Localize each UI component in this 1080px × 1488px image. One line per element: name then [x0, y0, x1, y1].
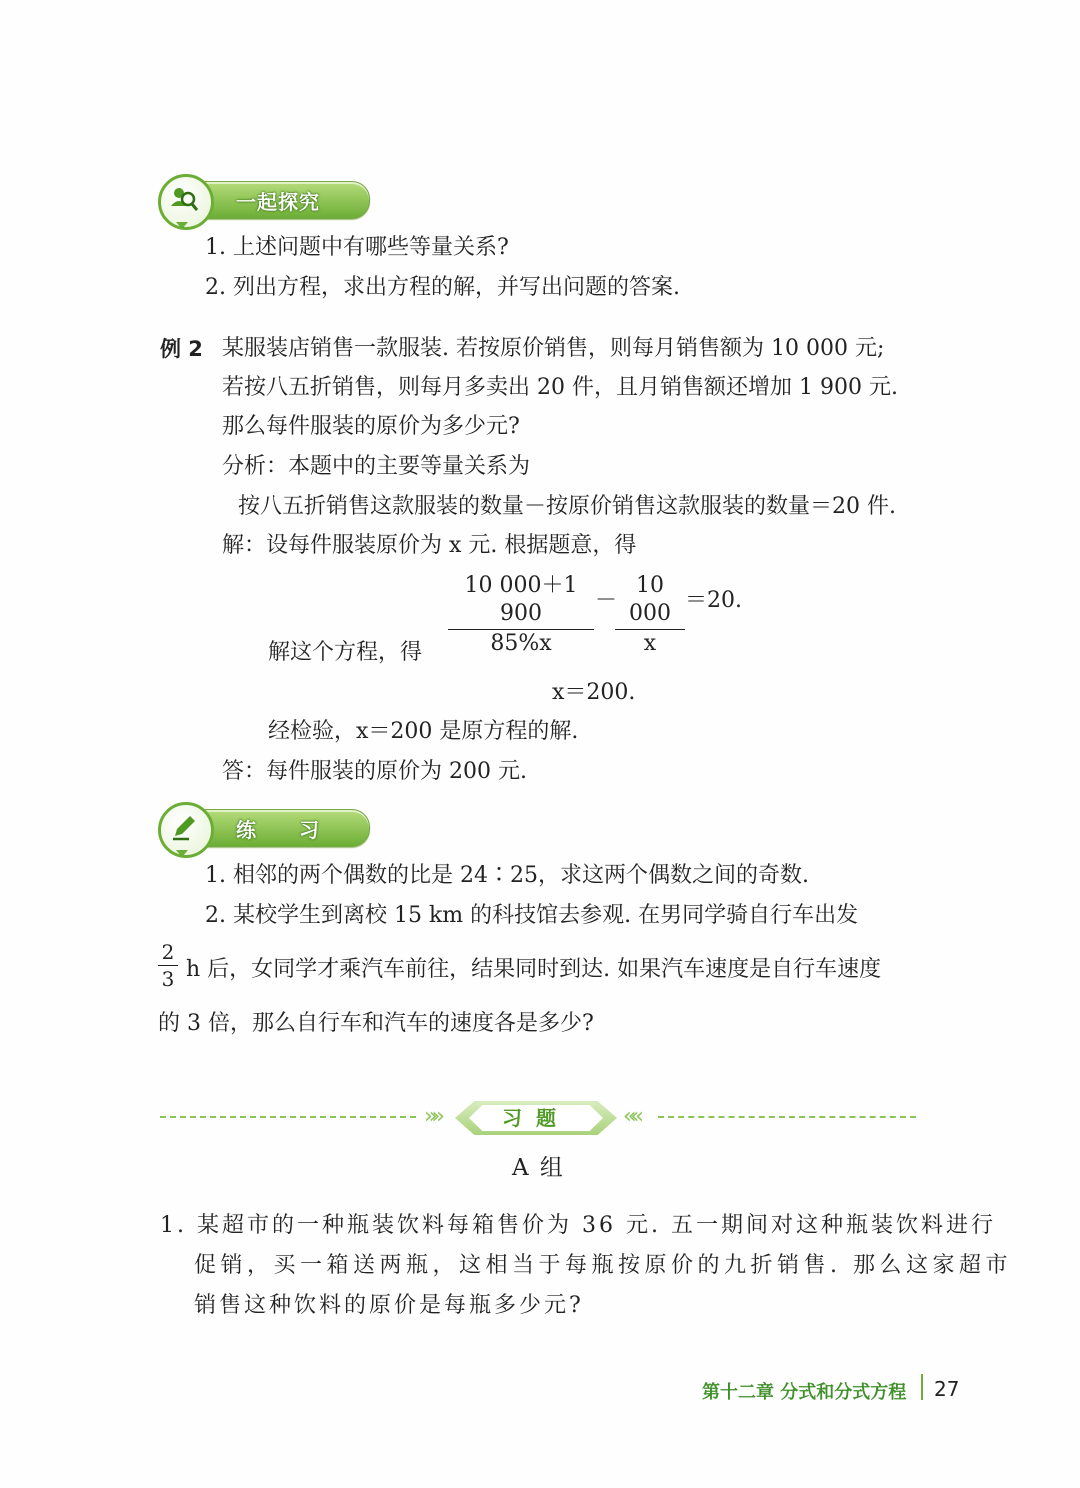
- page-number: 27: [934, 1377, 960, 1401]
- practice-item-2-line-2: h 后，女同学才乘汽车前往，结果同时到达. 如果汽车速度是自行车速度: [186, 957, 882, 982]
- explore-item-1: 1. 上述问题中有哪些等量关系?: [205, 235, 509, 260]
- example-problem-line-1: 某服装店销售一款服装. 若按原价销售，则每月销售额为 10 000 元;: [222, 336, 885, 361]
- chevrons-right-icon: »»: [424, 1104, 439, 1129]
- practice-item-2-line-3: 的 3 倍，那么自行车和汽车的速度各是多少?: [158, 1011, 594, 1036]
- equation-fraction-1: [448, 572, 594, 658]
- fraction-2-denominator: x: [643, 631, 657, 656]
- solve-result: x＝200.: [552, 680, 636, 705]
- solution-intro: 解：设每件服装原价为 x 元. 根据题意，得: [222, 533, 637, 558]
- equation-minus: －: [595, 588, 618, 613]
- example-label: 例 2: [160, 337, 203, 361]
- practice-tag-label: 练 习: [236, 818, 337, 842]
- exercise-1-line-2: 促销，买一箱送两瓶，这相当于每瓶按原价的九折销售. 那么这家超市: [194, 1253, 1012, 1278]
- practice-item-2-fraction: [158, 940, 178, 992]
- analysis-relation: 按八五折销售这款服装的数量－按原价销售这款服装的数量＝20 件.: [238, 494, 896, 519]
- footer-chapter-title: 第十二章 分式和分式方程: [702, 1382, 907, 1403]
- equation-fraction-2: [615, 572, 685, 658]
- group-label: A 组: [512, 1155, 565, 1181]
- practice-item-2-line-1: 2. 某校学生到离校 15 km 的科技馆去参观. 在男同学骑自行车出发: [205, 903, 859, 928]
- explore-item-2: 2. 列出方程，求出方程的解，并写出问题的答案.: [205, 275, 680, 300]
- footer-divider: [921, 1374, 923, 1400]
- tag-notch: [176, 222, 188, 229]
- fraction-1-numerator: 10 000＋1 900: [448, 572, 594, 630]
- divider-left: [160, 1116, 416, 1118]
- practice-item-1: 1. 相邻的两个偶数的比是 24∶25，求这两个偶数之间的奇数.: [205, 863, 809, 888]
- divider-right: [658, 1116, 916, 1118]
- exercise-banner-label: 习题: [502, 1106, 570, 1130]
- fraction-1-denominator: 85%x: [490, 631, 552, 656]
- chevrons-left-icon: ««: [623, 1104, 638, 1129]
- fraction-2-numerator: 10 000: [615, 572, 685, 630]
- explore-section-tag: [158, 178, 370, 220]
- tag-notch: [176, 850, 188, 857]
- answer-line: 答：每件服装的原价为 200 元.: [222, 759, 527, 784]
- example-problem-line-3: 那么每件服装的原价为多少元?: [222, 414, 520, 439]
- fraction-denominator: 3: [161, 967, 175, 991]
- check-line: 经检验，x＝200 是原方程的解.: [268, 719, 579, 744]
- analysis-title: 分析：本题中的主要等量关系为: [222, 454, 531, 479]
- equation-rhs: ＝20.: [685, 588, 742, 613]
- practice-section-tag: [158, 806, 370, 848]
- explore-tag-label: 一起探究: [236, 190, 320, 214]
- solve-line: 解这个方程，得: [268, 640, 423, 665]
- fraction-numerator: 2: [158, 940, 178, 966]
- exercise-1-line-1: 1. 某超市的一种瓶装饮料每箱售价为 36 元. 五一期间对这种瓶装饮料进行: [160, 1213, 996, 1238]
- example-problem-line-2: 若按八五折销售，则每月多卖出 20 件，且月销售额还增加 1 900 元.: [222, 375, 898, 400]
- exercise-1-line-3: 销售这种饮料的原价是每瓶多少元?: [194, 1293, 584, 1318]
